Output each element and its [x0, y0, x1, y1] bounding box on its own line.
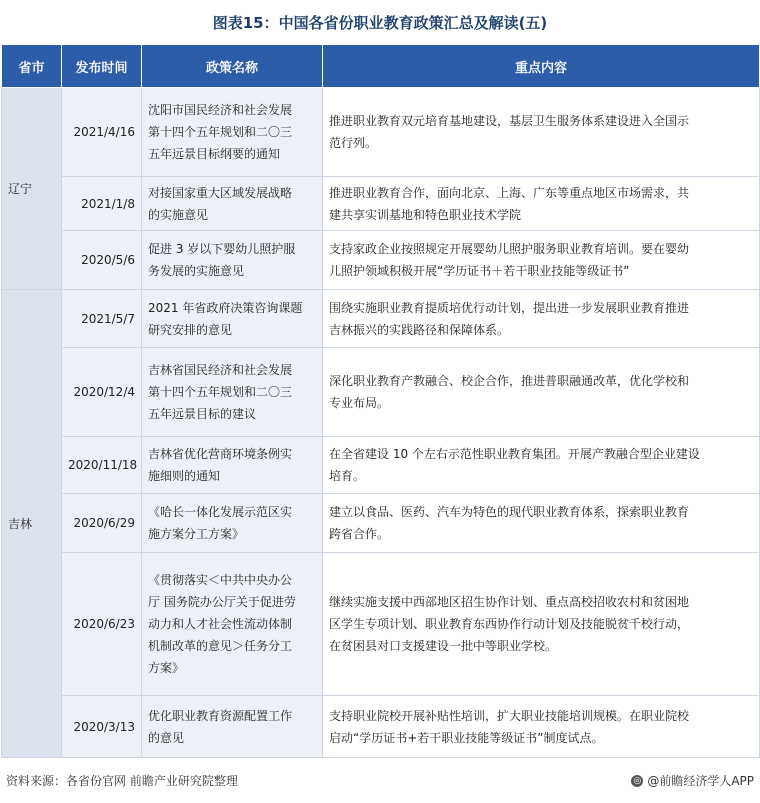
brand-label: @前瞻经济学人APP [647, 774, 754, 788]
table-row [2, 177, 760, 231]
policy-table [1, 44, 760, 758]
key-points-cell: 推进职业教育双元培育基地建设，基层卫生服务体系建设进入全国示 范行列。 [323, 88, 760, 177]
key-points-cell: 支持职业院校开展补贴性培训，扩大职业技能培训规模。在职业院校 启动“学历证书+若干职业技能等级证书”制度试点。 [323, 696, 760, 758]
header-date: 发布时间 [62, 45, 142, 88]
policy-name-cell: 促进 3 岁以下婴幼儿照护服 务发展的实施意见 [142, 231, 323, 290]
date-cell: 2021/4/16 [62, 88, 142, 177]
policy-name-cell: 沈阳市国民经济和社会发展 第十四个五年规划和二〇三 五年远景目标纲要的通知 [142, 88, 323, 177]
table-row [2, 290, 760, 348]
brand-credit [631, 772, 754, 789]
date-cell: 2020/3/13 [62, 696, 142, 758]
header-key-points: 重点内容 [323, 45, 760, 88]
key-points-cell: 围绕实施职业教育提质培优行动计划，提出进一步发展职业教育推进 吉林振兴的实践路径和保障体系。 [323, 290, 760, 348]
key-points-cell: 建立以食品、医药、汽车为特色的现代职业教育体系，探索职业教育 跨省合作。 [323, 494, 760, 553]
page-title: 图表15：中国各省份职业教育政策汇总及解读(五) [212, 13, 548, 32]
circle-logo-icon: ◎ [631, 775, 643, 787]
key-points-cell: 继续实施支援中西部地区招生协作计划、重点高校招收农村和贫困地 区学生专项计划、职业教育东西协作行动计划及技能脱贫千校行动， 在贫困县对口支援建设一批中等职业学校。 [323, 553, 760, 696]
key-points-cell: 支持家政企业按照规定开展婴幼儿照护服务职业教育培训。要在婴幼 儿照护领域积极开展“学历证书＋若干职业技能等级证书” [323, 231, 760, 290]
date-cell: 2020/6/23 [62, 553, 142, 696]
date-cell: 2020/12/4 [62, 348, 142, 437]
province-cell: 吉林 [2, 290, 62, 758]
header-policy-name: 政策名称 [142, 45, 323, 88]
table-row [2, 231, 760, 290]
source-note: 资料来源：各省份官网 前瞻产业研究院整理 [6, 774, 238, 788]
table-row [2, 494, 760, 553]
table-row [2, 437, 760, 494]
header-province: 省市 [2, 45, 62, 88]
date-cell: 2020/11/18 [62, 437, 142, 494]
policy-name-cell: 吉林省国民经济和社会发展 第十四个五年规划和二〇三 五年远景目标的建议 [142, 348, 323, 437]
table-row [2, 553, 760, 696]
table-header-row [2, 45, 760, 88]
policy-name-cell: 《哈长一体化发展示范区实 施方案分工方案》 [142, 494, 323, 553]
date-cell: 2021/1/8 [62, 177, 142, 231]
policy-name-cell: 《贯彻落实＜中共中央办公 厅 国务院办公厅关于促进劳 动力和人才社会性流动体制 机制改革的意见＞任务分工 方案》 [142, 553, 323, 696]
policy-name-cell: 对接国家重大区域发展战略 的实施意见 [142, 177, 323, 231]
policy-name-cell: 2021 年省政府决策咨询课题 研究安排的意见 [142, 290, 323, 348]
key-points-cell: 深化职业教育产教融合、校企合作，推进普职融通改革，优化学校和 专业布局。 [323, 348, 760, 437]
date-cell: 2021/5/7 [62, 290, 142, 348]
table-row [2, 348, 760, 437]
table-row [2, 696, 760, 758]
table-row [2, 88, 760, 177]
policy-name-cell: 吉林省优化营商环境条例实 施细则的通知 [142, 437, 323, 494]
date-cell: 2020/6/29 [62, 494, 142, 553]
province-cell: 辽宁 [2, 88, 62, 290]
date-cell: 2020/5/6 [62, 231, 142, 290]
key-points-cell: 推进职业教育合作，面向北京、上海、广东等重点地区市场需求，共 建共享实训基地和特色职业技术学院 [323, 177, 760, 231]
key-points-cell: 在全省建设 10 个左右示范性职业教育集团。开展产教融合型企业建设 培育。 [323, 437, 760, 494]
policy-name-cell: 优化职业教育资源配置工作 的意见 [142, 696, 323, 758]
